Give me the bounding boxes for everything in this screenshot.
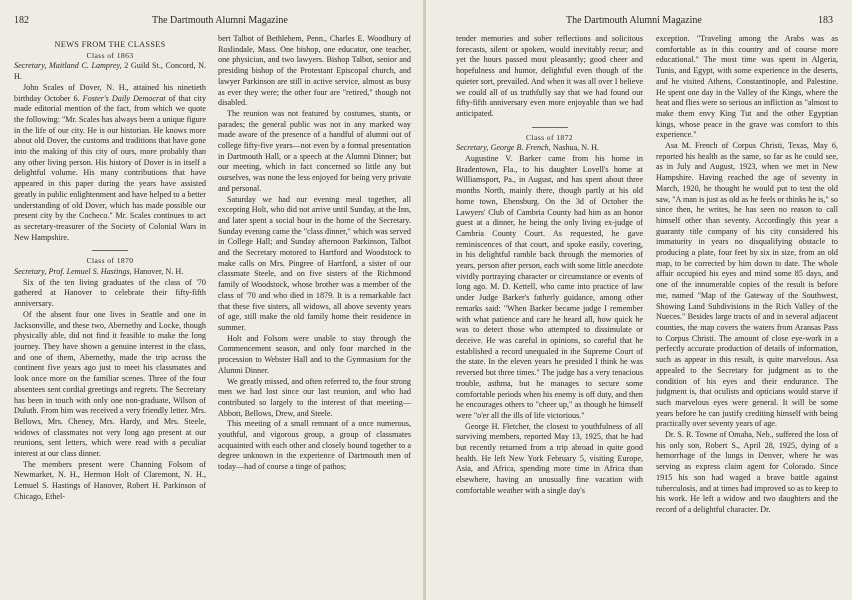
col4-paragraph-2: Dr. S. R. Towne of Omaha, Neb., suffered the loss of his only son, Robert S., April 28, 1925, dying of a hemorrhage of the lungs in Denver, where he was serving as express claim agent for Colorado. Since 1915 his son had waged a brave battle against tuberculosis, and at times had improved so as to keep to his work. He left a widow and two daughters and the record of a delightful character. Dr. [656,430,838,514]
col2-paragraph-2: Saturday we had our evening meal together, all excepting Holt, who did not arrive until Sunday, at the Inn, and later spent a social hour in the home of the Secretary. Sunday evening came the "class dinner," which was served in College Hall; and Sunday afternoon Parkinson, Talbot and the Secretary motored to Hartford and Woodstock to make calls on Mrs. Pingree of Hartford, a sister of our classmate Steele, and on five sisters of the Richmond family of Woodstock, whose brother was a member of the class of '70 and who died in 1879. It is a remarkable fact that these five sisters, all widows, all above seventy years of age, still make the old family home their residence in summer. [218,194,411,332]
class-1863-paragraph: John Scales of Dover, N. H., attained his ninetieth birthday October 6. Foster's Daily Democrat of that city made editorial mention of the fact, from which we quote the following: "Mr. Scales has always been a unique figure in the life of our city. He is our historian. He knows more about old Dover, the customs and traditions that have gone into the making of this city of ours, more probably than any other living person. His history of Dover is in itself a delightful volume. His many contributions that have appeared in this paper during the years have assisted greatly in public enlightenment and have helped to a better understanding of old Dover, which has made possible our present city by the Cocheco." Mr. Scales continues to act as secretary-treasurer of the Society of Colonial Wars in New Hampshire. [14,82,206,242]
class-1870-paragraph-3: The members present were Channing Folsom of Newmarket, N. H., Hermon Holt of Claremont, N. H., Lemuel S. Hastings of Hanover, Robert H. Parkinson of Chicago, Ethel- [14,459,206,501]
col3-paragraph-0: tender memories and sober reflections and solicitous forecasts, silent or spoken, would inevitably recur; and yet the hours passed most pleasantly; good cheer and hopefulness and humor, delightful even though of the quieter sort, prevailed. And when it was all over I believe we could all of us truthfully say that we had found our fifty-fifth anniversary even more enjoyable than we had anticipated. [456,34,643,118]
right-column-1 [456,34,643,592]
class-1872-heading: Class of 1872 [526,132,573,142]
col2-paragraph-5: This meeting of a small remnant of a once numerous, youthful, and vigorous group, a group of classmates acquainted with each other and closely bound together to a degree unknown in the experience of Dartmouth men of today—had of course a tinge of pathos; [218,419,411,472]
col4-paragraph-0: exception. "Traveling among the Arabs was as comfortable as in this country and of course more educational." The most time was spent in Algeria, Tunis, and Egypt, with some experience in the deserts, and he visited Athens, Constantinople, and Palestine. He spent one day in the Valley of the Kings, where the heat and flies were so serious an infliction as "almost to make them envy King Tut and the other Egyptian kings, whose peace in the grave was comfort to this experience." [656,34,838,140]
col2-paragraph-4: We greatly missed, and often referred to, the four strong men we had lost since our last reunion, and who had contributed so largely to the interest of that meeting—Abbott, Bellows, Drew, and Steele. [218,376,411,418]
divider-rule [92,250,128,251]
magazine-title-left: The Dartmouth Alumni Magazine [152,15,288,26]
class-1870-paragraph-2: Of the absent four one lives in Seattle and one in Jacksonville, and these two, Abernethy and Locke, though physically able, did not find it feasible to make the long journey. They have shown a genuine interest in the class, and one of them, Abernethy, made the trip across the continent five years ago just to meet his classmates and look once more on the familiar scenes. Three of the four absentees sent cordial greetings and regrets. The Secretary has been in touch with only one non-graduate, Wilson of Duluth. From him was received a very friendly letter. Mrs. Bellows, Mrs. Cheney, Mrs. Hardy, and Mrs. Steele, widows of classmates not very long ago present at our reunions, sent letters, which were read with a peculiar interest at our class dinner. [14,309,206,459]
class-1872-paragraph-2: George H. Fletcher, the closest to youthfulness of all surviving members, reported May 13, 1925, that he had but recently returned from a trip abroad in quite good health. He left New York February 5, visiting Europe, Asia, and Africa, spending more time in Africa than elsewhere, having an unusually fine vacation with comfortable weather with a single day's [456,421,643,495]
col2-paragraph-1: The reunion was not featured by costumes, stunts, or parades; the general public was not in any marked way made aware of the presence of a handful of alumni out of college fifty-five years—not even by a formal presentation in Dartmouth Hall, or a speech at the Alumni Dinner; but our meeting, which in fact concerned so little any but ourselves, was none the less enjoyed for being very private and personal. [218,108,411,193]
left-column-2 [218,34,411,592]
right-page [426,0,852,600]
left-page [0,0,424,600]
section-title: NEWS FROM THE CLASSES [54,40,166,49]
divider-rule [532,127,568,128]
page-number-left: 182 [14,15,29,26]
class-1863-heading: Class of 1863 [86,50,134,60]
class-1870-heading: Class of 1870 [86,256,134,266]
class-1870-secretary: Secretary, Prof. Lemuel S. Hastings, Hanover, N. H. [14,267,184,277]
page-number-right: 183 [818,15,833,26]
class-1872-paragraph-1: Augustine V. Barker came from his home in Bradentown, Fla., to his daughter Lovell's home at Williamsport, Pa., in August, and has spent about three months North, mainly there, though partly at his old home town, Ebensburg. On the 3d of October the Lawyers' Club of Cambria County had him as an honor guest at a dinner, he being the only living ex-judge of Cambria County Court. As requested, he gave reminiscences of that court, and spoke easily, covering, in his delightful ramble back through the memories of years, person after person, each with some little anecdote vividly portraying character or circumstance or events of long ago. M. D. Kettell, who came into practice of law under Judge Barker's fatherly guidance, among other remarks said: "When Barker became judge I remember with what patience and care he heard all, how quick he was to detect those who attempted to dissimulate or deceive. He was careful in opinions, so careful that he established a record unequaled in the Supreme Court of the state. In the eleven years he presided I think he was reversed but three times." The judge has a very tenacious trouble, asthma, but he manages to secure some comfortable periods when his enemy is off duty, and then he encourages others to "cheer up," as though he himself were "o'er all the ills of life victorious." [456,154,643,420]
class-1870-paragraph-1: Six of the ten living graduates of the class of '70 gathered at Hanover to celebrate their fifty-fifth anniversary. [14,277,206,309]
left-column-1 [14,34,206,592]
class-1863-secretary: Secretary, Maitland C. Lamprey, 2 Guild St., Concord, N. H. [14,61,206,82]
class-1872-secretary: Secretary, George B. French, Nashua, N. H. [456,143,600,153]
right-column-2 [656,34,838,592]
col2-paragraph-0: bert Talbot of Bethlehem, Penn., Charles E. Woodbury of Roslindale, Mass. One bishop, one educator, one teacher, one physician, and two lawyers. Bishop Talbot, senior and presiding bishop of the Protestant Episcopal church, and lawyer Parkinson are still in active service, almost as busy as ever they were; the other four are "retired," though not disabled. [218,34,411,108]
col4-paragraph-1: Asa M. French of Corpus Christi, Texas, May 6, reported his health as the same, so far as he could see, as in July and August, 1923, when we met in New Hampshire. Having reached the age of seventy in March, 1920, he thought he would put to test the old saw, "A man is just as old as he feels or thinks he is," so since then, he writes, he has seen no reason to call himself other than seventy. Accordingly this year a guaranty title company of his city considered his immaturity in years no disqualifying obstacle to producing a plate, four feet by six in size, from an old map, to be corrected by him down to date. The whole affair occupied his eyes and mind some 85 days, and one of the innumerable copies of the result is before me, named "Map of the Gateway of the Southwest, Showing Land Subdivisions in the Rich Valley of the Nueces." Besides large tracts of and in several adjacent counties, the map covers the waters from Aransas Pass to Corpus Christi. The amount of close eye-work in a perfectly accurate production of details of information, such as appear in this result, is quite marvelous. Asa appealed to the Secretary for judgment as to the condition of his eyes and their endurance. The judgment is, that oculists and opticians would starve if such marvelous eyes were general. It will be some years before he can justify crediting himself with being practically over seventy years of age. [656,141,838,429]
magazine-title-right: The Dartmouth Alumni Magazine [566,15,702,26]
col2-paragraph-3: Holt and Folsom were unable to stay through the Commencement season, and only four marched in the procession to Webster Hall and to the Gymnasium for the Alumni Dinner. [218,333,411,375]
